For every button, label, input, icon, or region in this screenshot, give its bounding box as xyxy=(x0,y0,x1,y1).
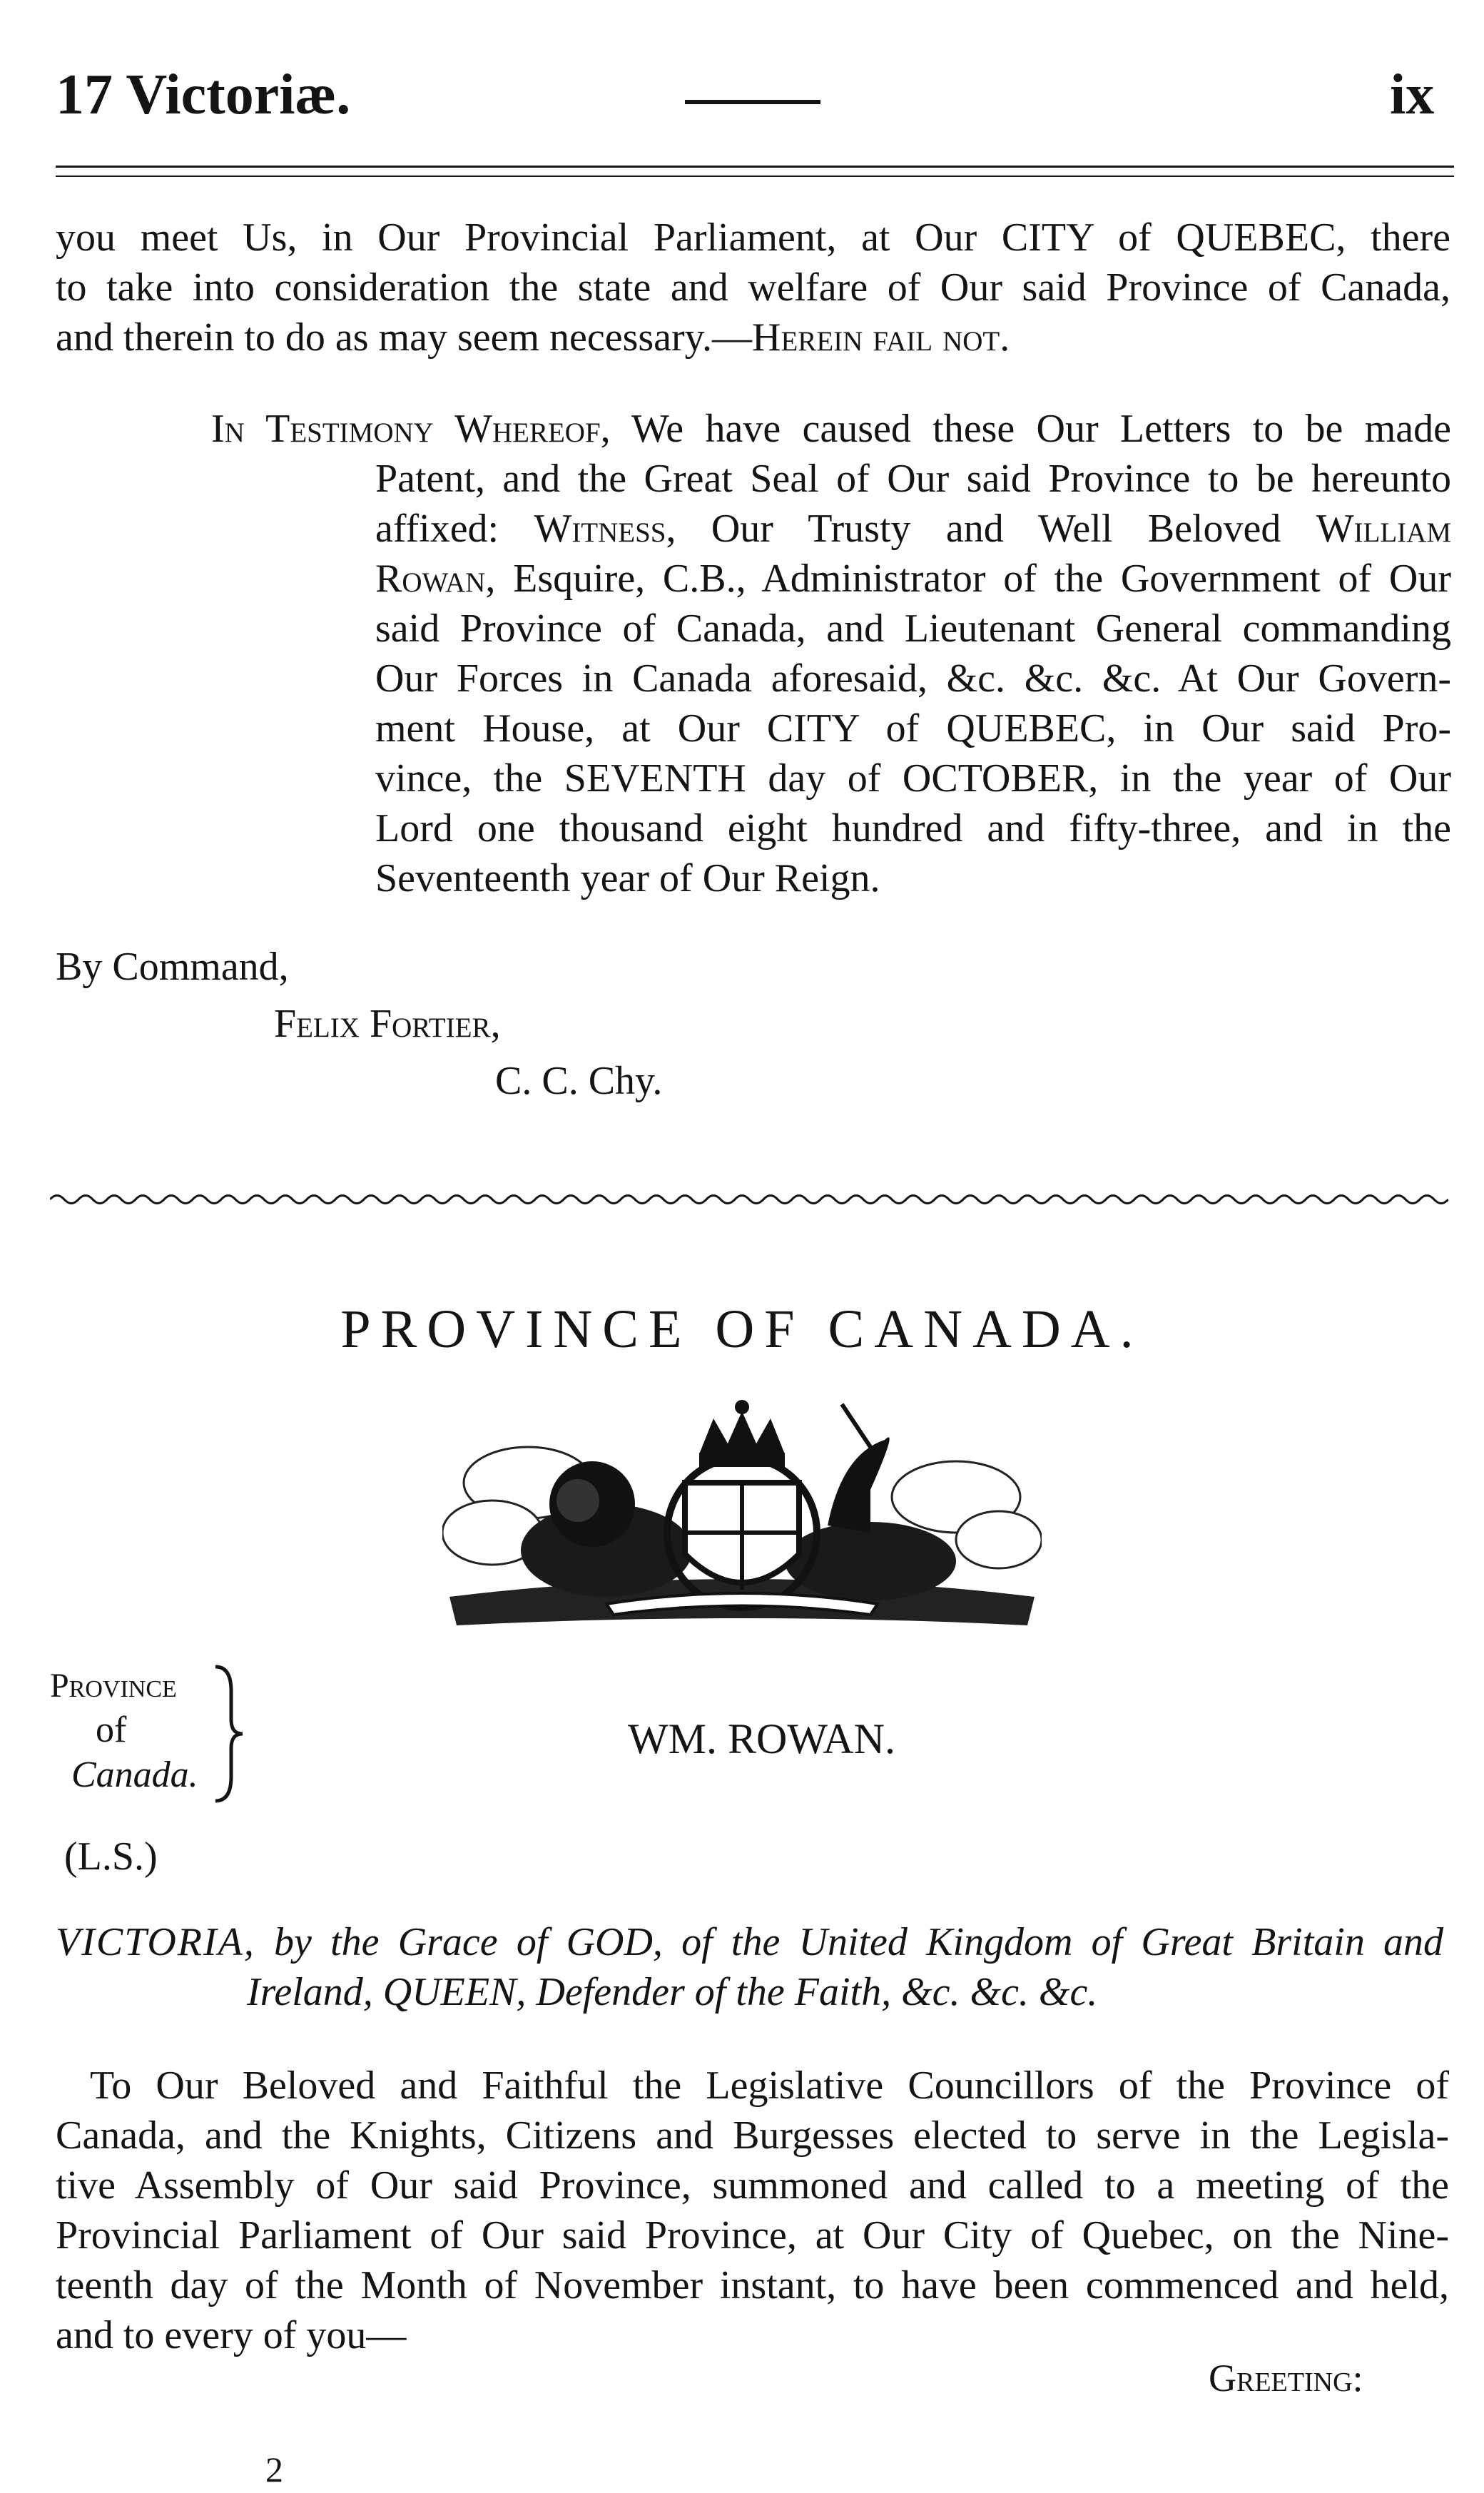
margin-of: of xyxy=(96,1710,127,1750)
queen: QUEEN, xyxy=(382,1970,527,2014)
greeting: Greeting: xyxy=(1209,2357,1363,2400)
curly-brace-icon xyxy=(210,1662,245,1805)
signer-title: C. C. Chy. xyxy=(495,1059,663,1103)
text-line: Patent, and the Great Seal of Our said Province to be hereunto xyxy=(375,457,1451,501)
text-span: of the United Kingdom of Great Britain and xyxy=(681,1920,1444,1964)
signer-name: Felix Fortier, xyxy=(274,1002,501,1046)
governor-signature: WM. ROWAN. xyxy=(628,1715,895,1762)
wavy-rule xyxy=(50,1190,1448,1209)
god: GOD, xyxy=(566,1920,663,1964)
text-line: To Our Beloved and Faithful the Legislative Councillors of the Province of xyxy=(90,2063,1449,2108)
testimony-opening: In Testimony Whereof, xyxy=(211,407,611,451)
witness: Witness, xyxy=(534,507,676,551)
running-header-left: 17 Victoriæ. xyxy=(56,64,351,126)
locus-sigilli: (L.S.) xyxy=(64,1834,158,1879)
herein-fail-not: Herein fail not. xyxy=(752,315,1010,360)
text-line: Lord one thousand eight hundred and fifty-three, and in the xyxy=(375,806,1451,851)
victoria: VICTORIA, xyxy=(56,1920,255,1964)
text-line: Canada, and the Knights, Citizens and Burgesses elected to serve in the Legisla- xyxy=(56,2113,1449,2158)
text-span: Esquire, C.B., Administrator of the Government of Our xyxy=(513,557,1452,601)
header-dash xyxy=(685,100,820,104)
royal-style-line xyxy=(247,1969,1097,2015)
royal-style-line xyxy=(56,1919,1443,1965)
page-signature-mark: 2 xyxy=(265,2449,283,2489)
margin-canada: Canada. xyxy=(71,1755,198,1795)
text-line-start: and therein to do as may seem necessary.— xyxy=(56,315,753,360)
text-line: Provincial Parliament of Our said Province, at Our City of Quebec, on the Nine- xyxy=(56,2213,1449,2258)
text-line: to take into consideration the state and welfare of Our said Province of Canada, xyxy=(56,265,1450,310)
by-command: By Command, xyxy=(56,945,289,989)
header-rule xyxy=(56,176,1454,177)
text-line: and to every of you— xyxy=(56,2313,407,2357)
testimony-first-line: We have caused these Our Letters to be made xyxy=(631,407,1451,451)
text-span: Our Trusty and Well Beloved xyxy=(711,507,1281,551)
header-rule xyxy=(56,166,1454,168)
page-number-roman: ix xyxy=(1390,64,1435,126)
text-line xyxy=(375,554,1451,604)
text-line xyxy=(56,313,1010,362)
section-title: PROVINCE OF CANADA. xyxy=(340,1299,1144,1359)
text-span: Defender of the Faith, &c. &c. &c. xyxy=(536,1970,1098,2014)
text-span: affixed: xyxy=(375,507,499,551)
text-line: vince, the SEVENTH day of OCTOBER, in the year of Our xyxy=(375,756,1451,801)
name-william: William xyxy=(1316,507,1452,551)
text-span: Ireland, xyxy=(247,1970,373,2014)
text-line: Our Forces in Canada aforesaid, &c. &c. &c. At Our Govern- xyxy=(375,656,1451,701)
royal-coat-of-arms-icon xyxy=(442,1397,1042,1633)
text-line: tive Assembly of Our said Province, summoned and called to a meeting of the xyxy=(56,2163,1449,2208)
text-span: by the Grace of xyxy=(274,1920,548,1964)
text-line: said Province of Canada, and Lieutenant General commanding xyxy=(375,606,1451,651)
text-line: you meet Us, in Our Provincial Parliament, at Our CITY of QUEBEC, there xyxy=(56,215,1450,260)
text-line xyxy=(375,504,1451,554)
text-line xyxy=(211,404,1451,454)
margin-province: Province xyxy=(50,1667,177,1705)
text-line: Seventeenth year of Our Reign. xyxy=(375,856,880,900)
name-rowan: Rowan, xyxy=(375,557,496,601)
text-line: teenth day of the Month of November instant, to have been commenced and held, xyxy=(56,2263,1449,2307)
text-line: ment House, at Our CITY of QUEBEC, in Our said Pro- xyxy=(375,706,1451,751)
